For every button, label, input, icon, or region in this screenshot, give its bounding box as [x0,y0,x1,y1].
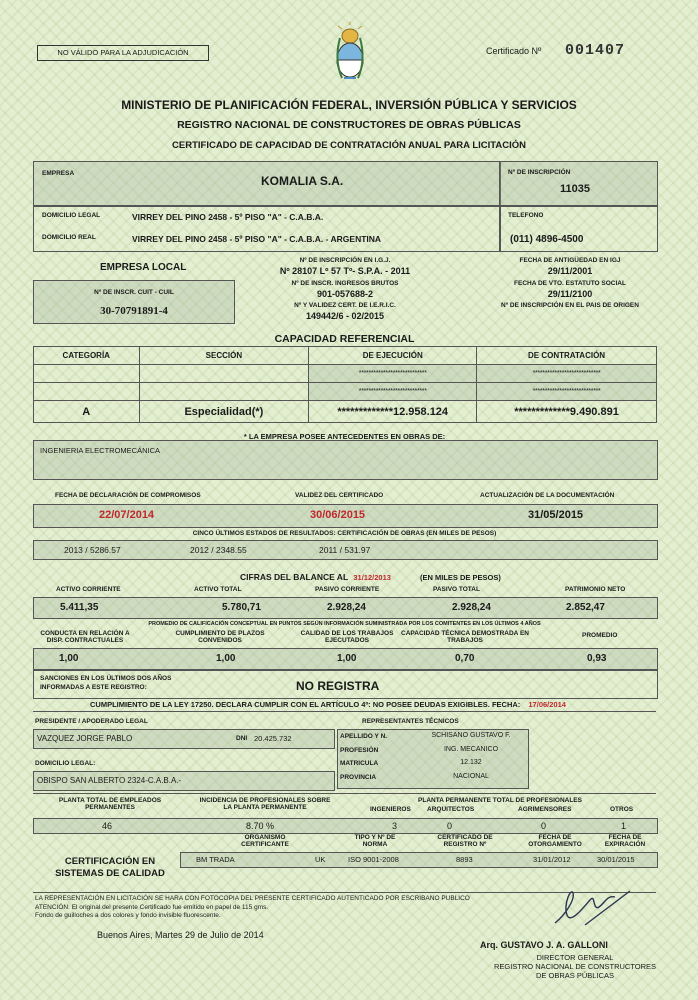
sanciones-box [33,670,658,699]
dom-legal-label: DOMICILIO LEGAL [42,212,101,219]
signature [545,885,635,935]
balance-unit: (EN MILES DE PESOS) [420,573,501,582]
calif-value-3: 0,70 [455,653,475,664]
planta-value-1: 8.70 % [246,821,275,831]
cap-ejecucion-value: *************12.958.124 [309,401,477,423]
capacidad-table [33,346,657,423]
cuit-value: 30-70791891-4 [100,305,168,317]
calidad-header-3: FECHA DE OTORGAMIENTO [528,834,582,848]
calif-value-2: 1,00 [337,653,357,664]
rep-value: SCHISANO GUSTAVO F. [431,732,511,739]
company-name: KOMALIA S.A. [261,174,344,188]
cap-cell [34,383,140,401]
pres-dom-label: DOMICILIO LEGAL: [35,760,96,767]
balance-value-0: 5.411,35 [60,602,99,613]
cuit-label: Nº DE INSCR. CUIT - CUIL [94,289,174,296]
cuit-box [33,280,235,324]
origen-label: Nº DE INSCRIPCIÓN EN EL PAIS DE ORIGEN [501,302,639,309]
cap-stars: **************************** [477,383,657,401]
calif-header-2: CALIDAD DE LOS TRABAJOS EJECUTADOS [300,630,394,644]
estados-label: CINCO ÚLTIMOS ESTADOS DE RESULTADOS: CERTIFICACIÓN DE OBRAS (EN MILES DE PESOS) [192,530,497,537]
sanciones-label: SANCIONES EN LOS ÚLTIMOS DOS AÑOS INFORMADAS A ESTE REGISTRO: [40,675,172,691]
act-label: ACTUALIZACIÓN DE LA DOCUMENTACIÓN [480,492,615,499]
ley-text: CUMPLIMIENTO DE LA LEY 17250. DECLARA CUMPLIR CON EL ARTÍCULO 4º: NO POSEE DEUDAS EXIGIBLES. FECHA: [90,700,521,709]
footer-line-1: LA REPRESENTACIÓN EN LICITACIÓN SE HARA CON FOTOCOPIA DEL PRESENTE CERTIFICADO AUTENTICADO POR ESCRIBANO PUBLICO [35,895,470,902]
balance-date: 31/12/2013 [353,573,391,582]
planta-hgroup: PLANTA PERMANENTE TOTAL DE PROFESIONALES [418,797,582,804]
valid-label: VALIDEZ DEL CERTIFICADO [295,492,384,499]
presidente-label: PRESIDENTE / APODERADO LEGAL [35,718,148,725]
antecedentes-label: * LA EMPRESA POSEE ANTECEDENTES EN OBRAS DE: [243,432,446,441]
estado-1: 2013 / 5286.57 [64,545,121,555]
calif-note: PROMEDIO DE CALIFICACIÓN CONCEPTUAL EN PUNTOS SEGÚN INFORMACIÓN SUMINISTRADA POR LOS COMITENTES EN LOS ÚLTIMOS 4 AÑOS [148,621,541,627]
ieric-value: 149442/6 - 02/2015 [305,311,385,321]
sanciones-value: NO REGISTRA [296,679,380,693]
balance-header-1: ACTIVO TOTAL [194,586,242,593]
vto-value: 29/11/2100 [547,289,593,299]
telefono-box [499,205,658,252]
coat-of-arms-emblem [332,22,368,84]
cap-stars: **************************** [309,383,477,401]
balance-value-4: 2.852,47 [566,602,605,613]
balance-box [33,597,658,619]
dom-real-label: DOMICILIO REAL [42,234,96,241]
rep-label: REPRESENTANTES TÉCNICOS [362,718,459,725]
balance-value-3: 2.928,24 [452,602,491,613]
presidente-box [33,729,335,749]
cert-number: 001407 [565,42,626,59]
registry-title: REGISTRO NACIONAL DE CONSTRUCTORES DE OBRAS PÚBLICAS [177,119,521,131]
calidad-header-2: CERTIFICADO DE REGISTRO Nº [437,834,493,848]
antig-label: FECHA DE ANTIGÜEDAD EN IGJ [519,257,621,264]
calidad-box [180,852,658,868]
cap-stars: **************************** [477,365,657,383]
planta-value-4: 0 [541,821,547,831]
ib-label: Nº DE INSCR. INGRESOS BRUTOS [291,280,399,287]
capacidad-title: CAPACIDAD REFERENCIAL [274,333,415,345]
balance-value-2: 2.928,24 [327,602,366,613]
signer-role-1: DIRECTOR GENERAL [536,953,614,962]
not-valid-label: NO VÁLIDO PARA LA ADJUDICACIÓN [57,48,189,57]
dni-label: DNI [236,735,248,742]
rep-key: PROVINCIA [340,773,377,781]
signer-role-2: REGISTRO NACIONAL DE CONSTRUCTORES [493,962,657,971]
planta-h2: INCIDENCIA DE PROFESIONALES SOBRE LA PLANTA PERMANENTE [199,797,331,811]
vto-label: FECHA DE VTO. ESTATUTO SOCIAL [514,280,626,287]
calif-box [33,648,658,670]
cap-header-seccion: SECCIÓN [139,347,309,365]
calidad-header-0: ORGANISMO CERTIFICANTE [241,834,289,848]
estados-box [33,540,658,560]
planta-h4: ARQUITECTOS [427,806,475,813]
calif-value-4: 0,93 [587,653,607,664]
calidad-otorg: 31/01/2012 [533,855,571,864]
balance-header-0: ACTIVO CORRIENTE [56,586,121,593]
inscripcion-box [499,161,658,207]
planta-value-3: 0 [447,821,453,831]
planta-value-5: 1 [621,821,627,831]
cap-categoria-value: A [34,401,140,423]
cap-contratacion-value: *************9.490.891 [477,401,657,423]
balance-header-2: PASIVO CORRIENTE [315,586,380,593]
planta-h5: AGRIMENSORES [518,806,572,813]
calidad-org: BM TRADA [196,855,235,864]
calidad-label: CERTIFICACIÓN EN SISTEMAS DE CALIDAD [55,856,165,879]
planta-box [33,818,658,834]
footer-line-2: ATENCIÓN: El original del presente Certificado fue emitido en papel de 115 gms. [35,904,269,911]
rep-key: PROFESIÓN [340,746,379,754]
igj-value: Nº 28107 Lº 57 Tº- S.P.A. - 2011 [279,266,411,276]
balance-value-1: 5.780,71 [222,602,261,613]
cap-stars: **************************** [309,365,477,383]
rep-value: ING. MECANICO [443,745,499,753]
ib-value: 901-057688-2 [316,289,374,299]
balance-title [240,572,391,582]
signer-name: Arq. GUSTAVO J. A. GALLONI [480,940,608,950]
presidente-name: VAZQUEZ JORGE PABLO [37,734,133,743]
planta-h1: PLANTA TOTAL DE EMPLEADOS PERMANENTES [58,797,162,811]
decl-label: FECHA DE DECLARACIÓN DE COMPROMISOS [55,492,201,499]
calif-value-0: 1,00 [59,653,79,664]
ley-date: 17/06/2014 [528,700,566,709]
calif-header-3: CAPACIDAD TÉCNICA DEMOSTRADA EN TRABAJOS [401,630,529,644]
cert-number-label: Certificado Nº [486,46,542,56]
calidad-header-1: TIPO Y Nº DE NORMA [354,834,396,848]
calidad-exp: 30/01/2015 [597,855,635,864]
balance-header-3: PASIVO TOTAL [433,586,480,593]
pres-dom-value: OBISPO SAN ALBERTO 2324-C.A.B.A.- [37,776,182,785]
balance-title-text: CIFRAS DEL BALANCE AL [240,572,348,582]
calif-value-1: 1,00 [216,653,236,664]
telefono-label: TELEFONO [508,212,544,219]
calidad-country: UK [315,855,326,864]
antig-value: 29/11/2001 [547,266,593,276]
place-date: Buenos Aires, Martes 29 de Julio de 2014 [97,930,264,940]
dom-real-value: VIRREY DEL PINO 2458 - 5º PISO "A" - C.A.B.A. - ARGENTINA [132,234,382,244]
calidad-reg: 8893 [456,855,473,864]
pres-dom-box [33,771,335,791]
obra-type: INGENIERIA ELECTROMECÁNICA [40,446,161,455]
decl-date: 22/07/2014 [99,509,155,521]
dni-value: 20.425.732 [254,734,292,743]
igj-label: Nº DE INSCRIPCIÓN EN I.G.J. [299,257,391,264]
calif-header-1: CUMPLIMIENTO DE PLAZOS CONVENIDOS [175,630,265,644]
inscripcion-number: 11035 [560,183,590,195]
cap-cell [139,365,309,383]
cap-cell [34,365,140,383]
inscripcion-label: Nº DE INSCRIPCIÓN [508,169,571,176]
cap-cell [139,383,309,401]
rep-value: NACIONAL [453,772,489,780]
calif-header-0: CONDUCTA EN RELACIÓN A DISP. CONTRACTUALES [40,630,130,644]
signer-role-3: DE OBRAS PÚBLICAS [536,971,614,980]
dom-legal-value: VIRREY DEL PINO 2458 - 5º PISO "A" - C.A.B.A. [132,212,324,222]
rep-key: MATRICULA [340,760,379,767]
telefono-value: (011) 4896-4500 [510,234,584,245]
empresa-local: EMPRESA LOCAL [100,262,187,273]
ley-line [90,700,566,709]
footer-line-3: Fondo de guilloches a dos colores y fondo invisible fluorescente. [35,912,221,919]
planta-value-0: 46 [102,821,113,831]
estado-3: 2011 / 531.97 [319,545,371,555]
certificate-title: CERTIFICADO DE CAPACIDAD DE CONTRATACIÓN ANUAL PARA LICITACIÓN [172,140,526,151]
fechas-box [33,504,658,528]
planta-h6: OTROS [610,806,634,813]
cap-header-contratacion: DE CONTRATACIÓN [477,347,657,365]
not-valid-box [37,45,209,61]
empresa-label: EMPRESA [42,170,75,177]
calidad-norma: ISO 9001-2008 [348,855,399,864]
cap-header-ejecucion: DE EJECUCIÓN [309,347,477,365]
planta-value-2: 3 [392,821,398,831]
divider [33,793,656,794]
rep-value: 12.132 [460,759,482,766]
act-date: 31/05/2015 [528,509,584,521]
divider [33,711,656,712]
calidad-header-4: FECHA DE EXPIRACIÓN [604,834,646,848]
planta-h3: INGENIEROS [370,806,411,813]
domicilio-box [33,205,501,252]
estado-2: 2012 / 2348.55 [190,545,247,555]
ministry-title: MINISTERIO DE PLANIFICACIÓN FEDERAL, INVERSIÓN PÚBLICA Y SERVICIOS [121,98,577,112]
empresa-box [33,161,501,207]
valid-date: 30/06/2015 [310,509,366,521]
cap-seccion-value: Especialidad(*) [139,401,309,423]
ieric-label: Nº Y VALIDEZ CERT. DE I.E.R.I.C. [294,302,396,309]
balance-header-4: PATRIMONIO NETO [565,586,626,593]
rep-key: APELLIDO Y N. [340,733,388,740]
cap-header-categoria: CATEGORÍA [34,347,140,365]
antecedentes-box [33,440,658,480]
calif-header-4: PROMEDIO [582,632,618,639]
